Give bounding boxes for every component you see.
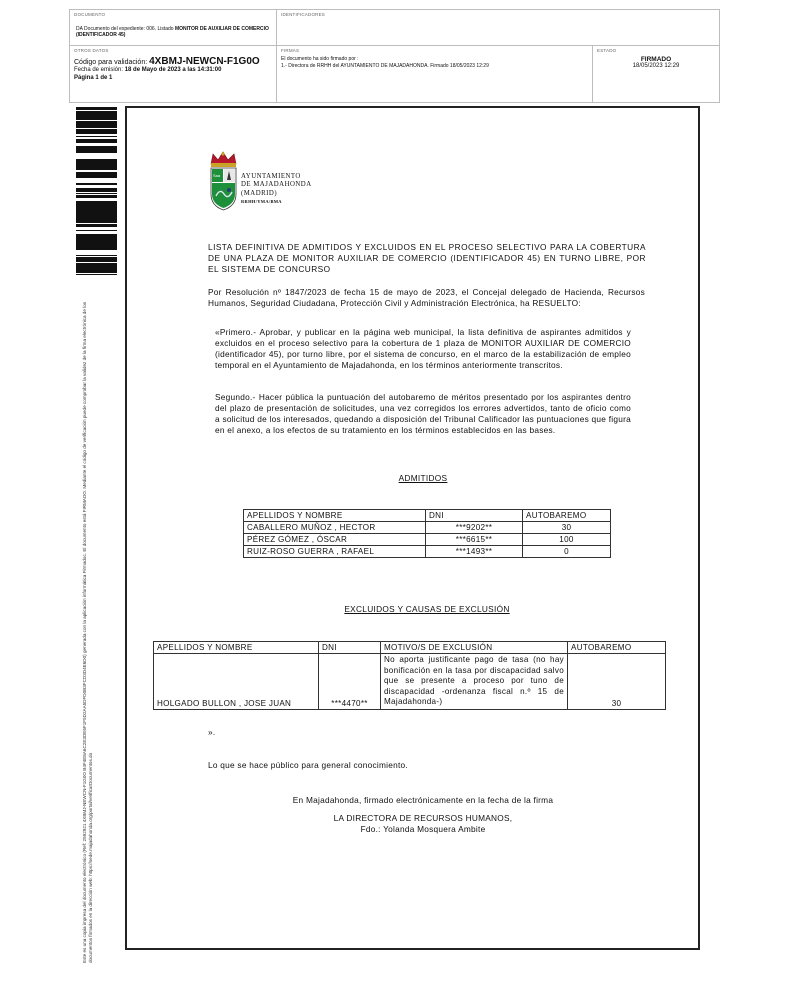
documento-description: DA Documento del expediente: 006. Listado MONITOR DE AUXILIAR DE COMERCIO (IDENTIFICADOR 45) [76,26,269,38]
svg-text:Saa: Saa [213,173,221,178]
table-row: CABALLERO MUÑOZ , HECTOR ***9202** 30 [244,522,611,534]
logo-line-3: (MADRID) [241,189,278,197]
fdo-line: Fdo.: Yolanda Mosquera Ambite [360,824,486,834]
admitidos-title: ADMITIDOS [398,473,448,483]
firmas-line1: El documento ha sido firmado por : [281,56,359,62]
otros-datos-label: OTROS DATOS [74,48,109,53]
col-dni: DNI [319,642,381,654]
col-autobaremo: AUTOBAREMO [568,642,666,654]
admitidos-table [243,509,611,558]
estado-label: ESTADO [597,48,617,53]
table-row: HOLGADO BULLON , JOSE JUAN ***4470** No aporta justificante pago de tasa (no hay bonificación en la tasa por discapacidad salvo que se presente a proceso por tuno de discapacidad -ordenanza fiscal n.º 15 de Majadahonda-) 30 [154,654,666,710]
firmas-label: FIRMAS [281,48,300,53]
close-quote: ». [208,727,216,737]
intro-paragraph: Por Resolución nº 1847/2023 de fecha 15 de mayo de 2023, el Concejal delegado de Hacienda, Recursos Humanos, Seguridad Ciudadana, Protección Civil y Administración Electrónica, ha RESUELTO: [208,287,645,308]
estado-value: FIRMADO [640,56,672,63]
documento-cell [70,10,277,45]
col-apellidos: APELLIDOS Y NOMBRE [244,510,426,522]
document-header [69,9,720,103]
firma-line: En Majadahonda, firmado electrónicamente en la fecha de la firma [292,795,554,805]
table-row: PÉREZ GÓMEZ , ÓSCAR ***6615** 100 [244,534,611,546]
logo-line-2: DE MAJADAHONDA [241,181,312,189]
codigo-validacion-value: 4XBMJ-NEWCN-F1G0O [149,56,260,67]
logo-text [241,173,312,206]
logo-line-4: RRHH/YMA/BMA [241,198,282,204]
firmas-cell [277,46,593,102]
table-header-row [154,642,666,654]
fecha-emision: Fecha de emisión: 18 de Mayo de 2023 a las 14:31:00 [74,67,222,73]
identificadores-cell [277,10,719,45]
pagina-count: Página 1 de 1 [74,74,113,81]
table-row: RUIZ-ROSO GUERRA , RAFAEL ***1493** 0 [244,546,611,558]
verification-side-text: Este es una copia impresa del documento electrónico (Ref: 2592921 4XBMJ-NEWCN-F1G0O B4F4E8A6C2E3DE6F1F5D2AA5DFD0B3FCD3D4E6D0) generada con la aplicación informática Firmadoc. El documento está FIRMADO. Mediante el código de verificación puede comprobar la validez de la firma electrónica de los documentos firmados en la dirección web: https://sede.majadahonda.org/portal/verificarDocumentos.do [82,301,93,963]
estado-cell [593,46,719,102]
barcode-icon [76,107,117,277]
col-motivos: MOTIVO/S DE EXCLUSIÓN [381,642,568,654]
estado-date: 18/05/2023 12:29 [632,63,680,69]
excluidos-title: EXCLUIDOS Y CAUSAS DE EXCLUSIÓN [344,604,510,614]
otros-datos-cell [70,46,277,102]
table-header-row [244,510,611,522]
col-autobaremo: AUTOBAREMO [523,510,611,522]
primero-paragraph: «Primero.- Aprobar, y publicar en la página web municipal, la lista definitiva de aspirantes admitidos y excluidos en el proceso selectivo para la cobertura de 1 plaza de MONITOR AUXILIAR DE COMERCIO (identificador 45), por turno libre, por el sistema de concurso, en el marco de la estabilización de empleo temporal en el Ayuntamiento de Majadahonda, en los términos anteriormente transcritos. [215,327,631,370]
col-apellidos: APELLIDOS Y NOMBRE [154,642,319,654]
identificadores-label: IDENTIFICADORES [281,12,326,17]
directora-line: LA DIRECTORA DE RECURSOS HUMANOS, [333,813,513,823]
document-title: LISTA DEFINITIVA DE ADMITIDOS Y EXCLUIDOS EN EL PROCESO SELECTIVO PARA LA COBERTURA DE UNA PLAZA DE MONITOR AUXILIAR DE COMERCIO (IDENTIFICADOR 45) EN TURNO LIBRE, POR EL SISTEMA DE CONCURSO [208,242,646,274]
segundo-paragraph: Segundo.- Hacer pública la puntuación del autobaremo de méritos presentado por los aspirantes dentro del plazo de presentación de solicitudes, una vez corregidos los errores advertidos, tanto de oficio como a solicitud de los interesados, quedando a disposición del Tribunal Calificador las puntuaciones que figura en el anexo, a los efectos de su tratamiento en los términos establecidos en las bases. [215,392,631,435]
firmas-line2: 1.- Directora de RRHH del AYUNTAMIENTO DE MAJADAHONDA. Firmado 18/05/2023 12:29 [281,62,489,69]
logo-line-1: AYUNTAMIENTO [241,173,301,180]
public-line: Lo que se hace público para general conocimiento. [208,760,408,770]
excluidos-table [153,641,666,710]
coat-of-arms-icon [207,150,240,214]
codigo-validacion: Código para validación: 4XBMJ-NEWCN-F1G0O [74,56,260,67]
documento-label: DOCUMENTO [74,12,106,17]
col-dni: DNI [426,510,523,522]
